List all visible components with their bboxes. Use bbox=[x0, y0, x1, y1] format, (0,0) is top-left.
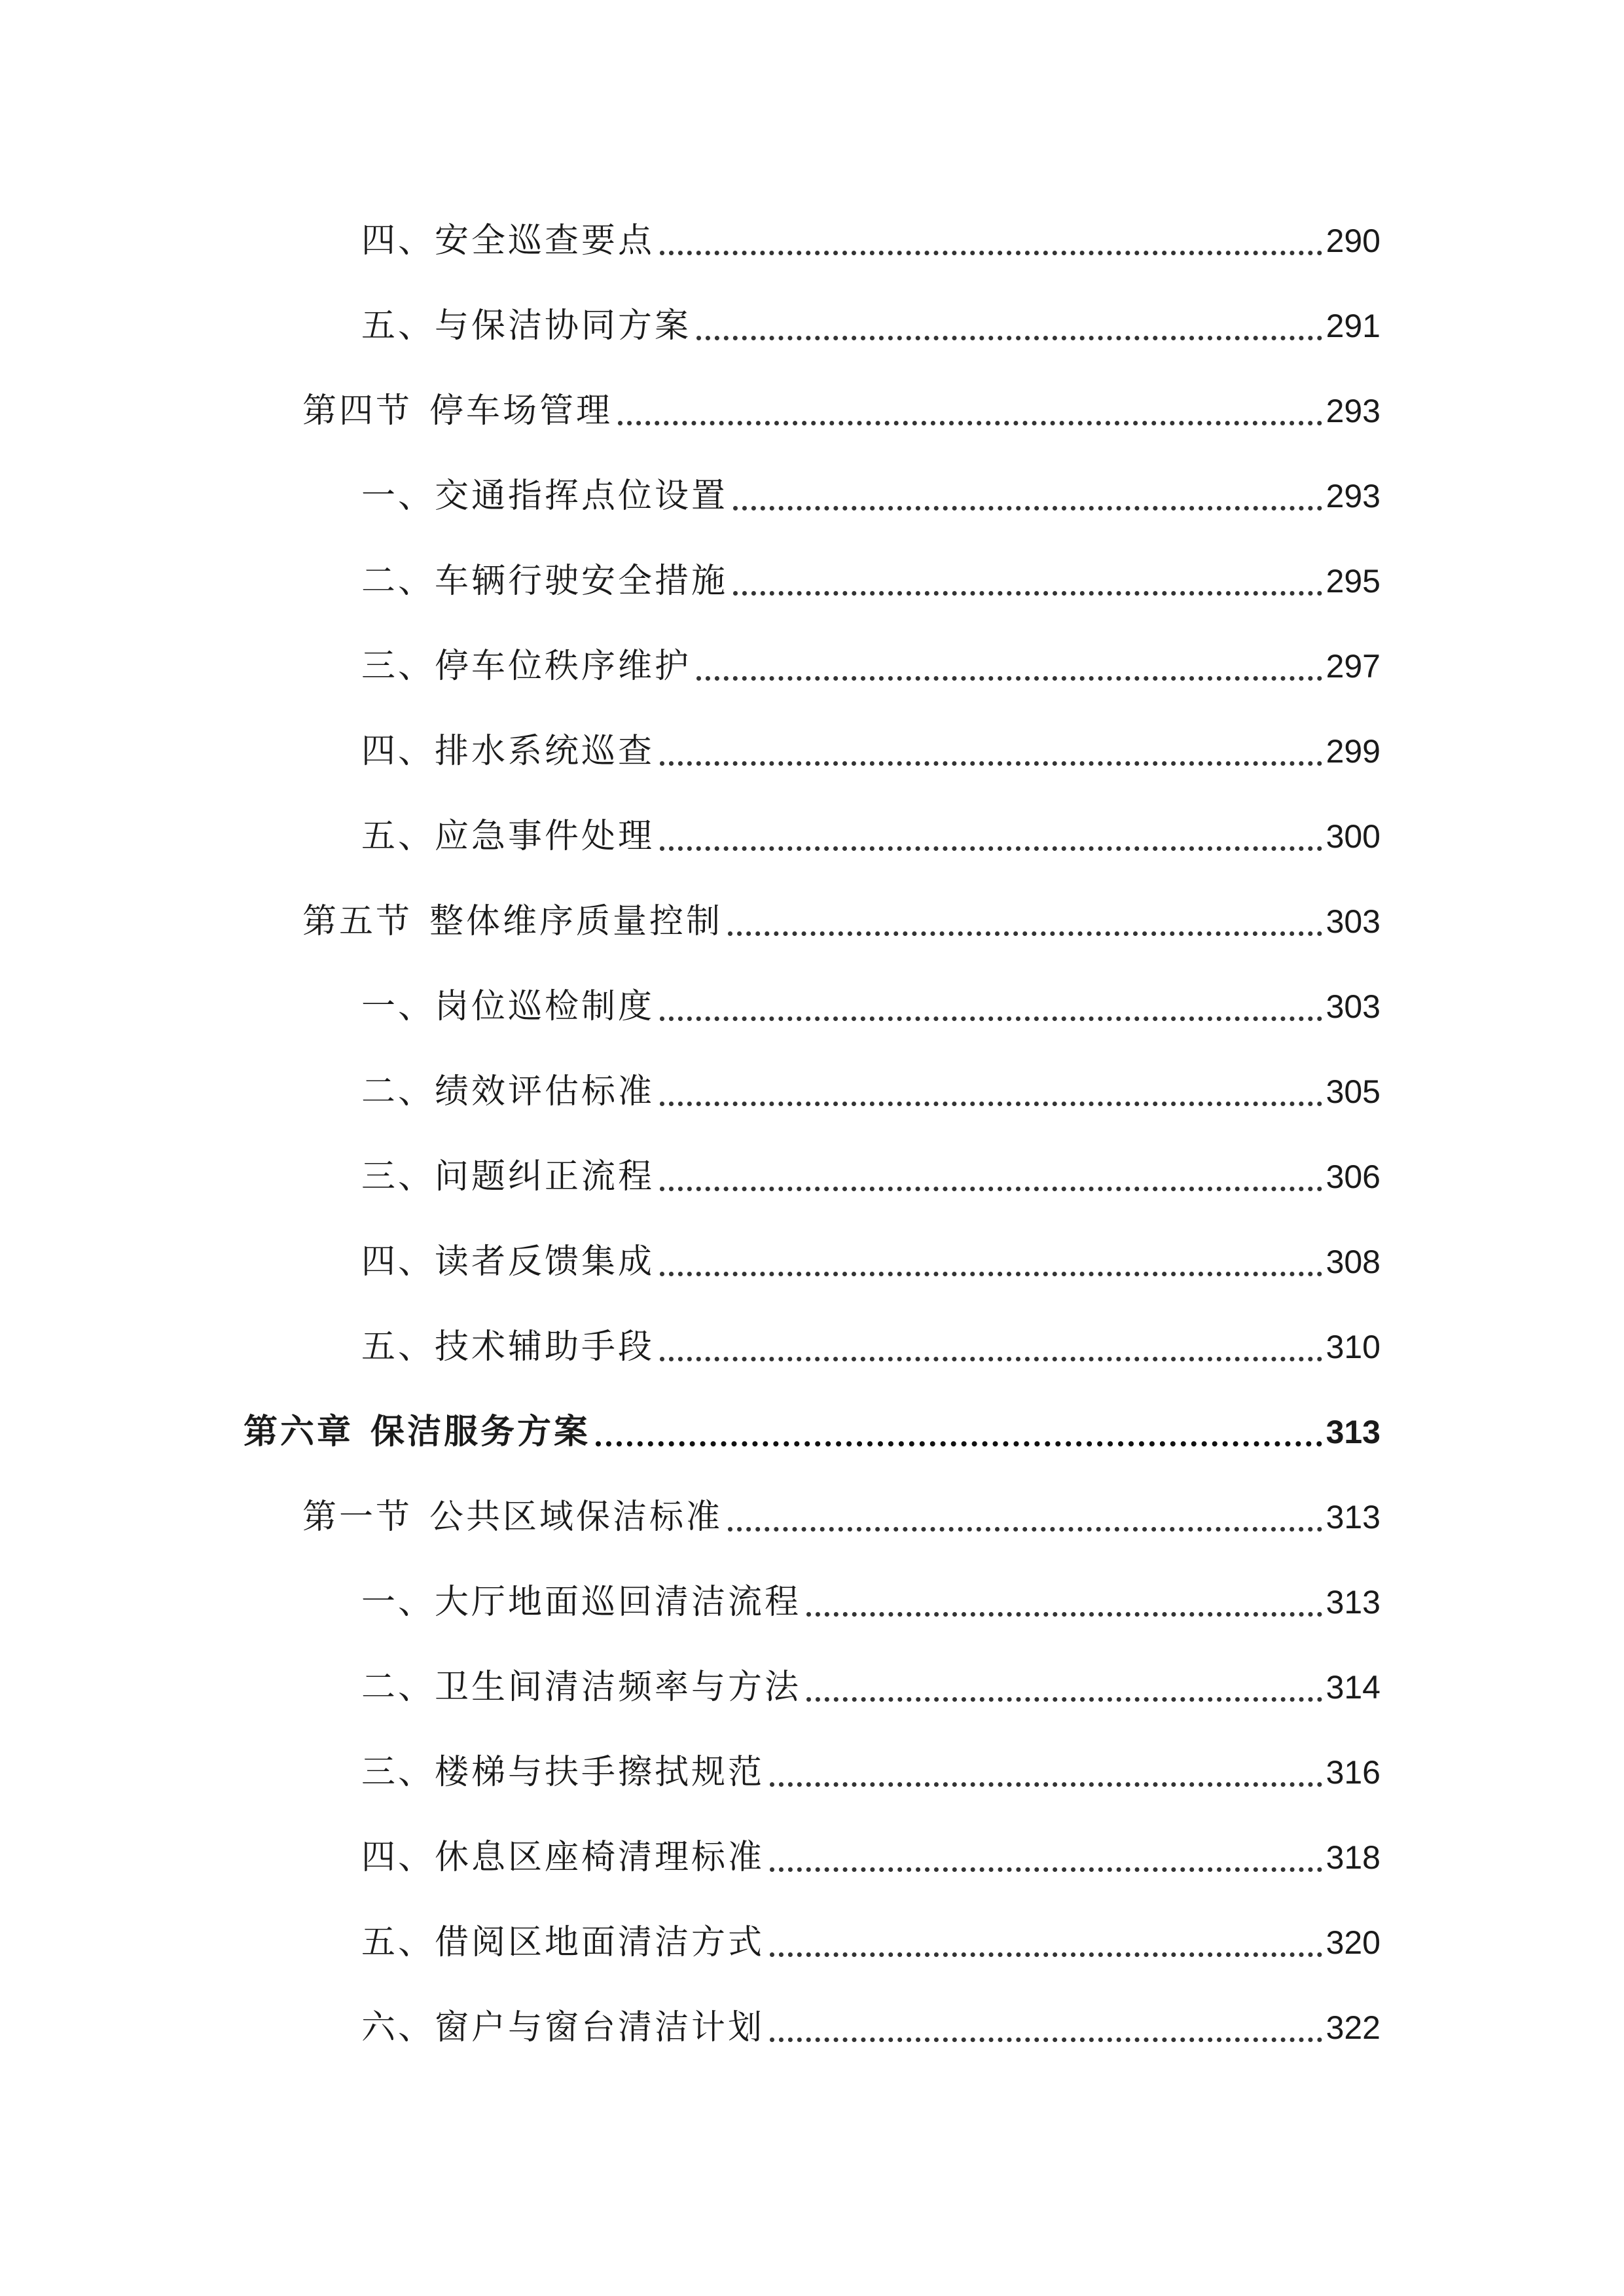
dot-leader bbox=[596, 1441, 1322, 1446]
dot-leader bbox=[806, 1697, 1322, 1702]
dot-leader bbox=[806, 1612, 1322, 1617]
toc-page-number: 305 bbox=[1326, 1073, 1380, 1110]
toc-entry[interactable] bbox=[361, 1066, 1380, 1118]
chapter-title: 保洁服务方案 bbox=[370, 1412, 591, 1452]
toc-entry-chapter[interactable] bbox=[244, 1406, 1380, 1458]
toc-page-number: 313 bbox=[1326, 1584, 1380, 1621]
toc-entry[interactable] bbox=[361, 810, 1380, 863]
toc-entry-title: 六、窗户与窗台清洁计划 bbox=[361, 2008, 765, 2047]
section-number: 第一节 bbox=[302, 1498, 413, 1537]
toc-page-number: 303 bbox=[1326, 988, 1380, 1025]
toc-entry[interactable] bbox=[361, 1746, 1380, 1799]
dot-leader bbox=[770, 1782, 1322, 1787]
dot-leader bbox=[696, 676, 1322, 681]
toc-entry[interactable] bbox=[361, 470, 1380, 522]
chapter-number: 第六章 bbox=[244, 1412, 354, 1452]
dot-leader bbox=[660, 1272, 1322, 1276]
toc-page-number: 299 bbox=[1326, 733, 1380, 770]
toc-entry-section[interactable] bbox=[302, 895, 1380, 948]
toc-entry[interactable] bbox=[361, 1151, 1380, 1203]
toc-entry-title: 四、安全巡查要点 bbox=[361, 221, 655, 260]
toc-page-number: 297 bbox=[1326, 648, 1380, 685]
toc-page-number: 293 bbox=[1326, 393, 1380, 429]
toc-entry-title bbox=[302, 895, 723, 948]
section-number: 第五节 bbox=[302, 902, 413, 941]
section-title: 整体维序质量控制 bbox=[429, 902, 723, 941]
toc-entry-title: 三、楼梯与扶手擦拭规范 bbox=[361, 1753, 765, 1792]
dot-leader bbox=[660, 1357, 1322, 1361]
toc-entry[interactable] bbox=[361, 300, 1380, 352]
toc-entry-title: 五、与保洁协同方案 bbox=[361, 306, 692, 346]
toc-entry[interactable] bbox=[361, 1321, 1380, 1373]
toc-page-number: 313 bbox=[1326, 1499, 1380, 1535]
toc-entry-title: 四、休息区座椅清理标准 bbox=[361, 1838, 765, 1877]
toc-entry[interactable] bbox=[361, 1661, 1380, 1713]
toc-page-number: 300 bbox=[1326, 818, 1380, 855]
section-title: 停车场管理 bbox=[429, 391, 613, 431]
dot-leader bbox=[660, 1102, 1322, 1106]
toc-entry-title: 四、排水系统巡查 bbox=[361, 732, 655, 771]
toc-entry[interactable] bbox=[361, 1236, 1380, 1288]
toc-page-number: 314 bbox=[1326, 1669, 1380, 1706]
dot-leader bbox=[660, 761, 1322, 766]
section-title: 公共区域保洁标准 bbox=[429, 1498, 723, 1537]
toc-entry-title: 二、卫生间清洁频率与方法 bbox=[361, 1668, 802, 1707]
toc-page-number: 310 bbox=[1326, 1329, 1380, 1365]
toc-entry-title: 五、应急事件处理 bbox=[361, 817, 655, 856]
toc-page-number: 293 bbox=[1326, 478, 1380, 514]
dot-leader bbox=[770, 1952, 1322, 1957]
toc-page-number: 308 bbox=[1326, 1244, 1380, 1280]
toc-entry[interactable] bbox=[361, 980, 1380, 1033]
dot-leader bbox=[728, 931, 1322, 936]
toc-entry[interactable] bbox=[361, 215, 1380, 267]
toc-entry[interactable] bbox=[361, 725, 1380, 778]
toc-entry-title bbox=[244, 1406, 590, 1458]
dot-leader bbox=[660, 1016, 1322, 1021]
toc-page-number: 318 bbox=[1326, 1839, 1380, 1876]
dot-leader bbox=[660, 251, 1322, 255]
toc-entry-section[interactable] bbox=[302, 385, 1380, 437]
toc-entry-title: 五、技术辅助手段 bbox=[361, 1327, 655, 1367]
toc-entry-title: 一、岗位巡检制度 bbox=[361, 987, 655, 1026]
toc-page-number: 290 bbox=[1326, 223, 1380, 259]
toc-entry[interactable] bbox=[361, 640, 1380, 692]
toc-page-number: 306 bbox=[1326, 1158, 1380, 1195]
toc-entry-title: 一、交通指挥点位设置 bbox=[361, 476, 729, 516]
toc-page-number: 320 bbox=[1326, 1924, 1380, 1961]
toc-entry-title: 二、绩效评估标准 bbox=[361, 1072, 655, 1111]
dot-leader bbox=[696, 336, 1322, 340]
toc-page-number: 316 bbox=[1326, 1754, 1380, 1791]
toc-entry[interactable] bbox=[361, 1831, 1380, 1884]
toc-page-number: 322 bbox=[1326, 2009, 1380, 2046]
dot-leader bbox=[660, 1187, 1322, 1191]
toc-entry-section[interactable] bbox=[302, 1491, 1380, 1543]
toc-entry-title bbox=[302, 385, 613, 437]
toc-entry-title: 五、借阅区地面清洁方式 bbox=[361, 1923, 765, 1962]
toc-entry-title bbox=[302, 1491, 723, 1543]
section-number: 第四节 bbox=[302, 391, 413, 431]
toc-entry-title: 三、问题纠正流程 bbox=[361, 1157, 655, 1196]
toc-entry-title: 二、车辆行驶安全措施 bbox=[361, 562, 729, 601]
dot-leader bbox=[660, 846, 1322, 851]
toc-page-number: 313 bbox=[1326, 1414, 1380, 1450]
toc-page-number: 291 bbox=[1326, 308, 1380, 344]
dot-leader bbox=[618, 421, 1322, 425]
toc-entry-title: 三、停车位秩序维护 bbox=[361, 647, 692, 686]
toc-entry[interactable] bbox=[361, 1576, 1380, 1628]
toc-entry[interactable] bbox=[361, 555, 1380, 607]
dot-leader bbox=[770, 2037, 1322, 2042]
toc-entry[interactable] bbox=[361, 2001, 1380, 2054]
toc-page-number: 295 bbox=[1326, 563, 1380, 600]
dot-leader bbox=[733, 506, 1322, 511]
toc-page-number: 303 bbox=[1326, 903, 1380, 940]
dot-leader bbox=[728, 1527, 1322, 1532]
toc-entry-title: 四、读者反馈集成 bbox=[361, 1242, 655, 1282]
toc-entry[interactable] bbox=[361, 1916, 1380, 1969]
toc-entry-title: 一、大厅地面巡回清洁流程 bbox=[361, 1583, 802, 1622]
dot-leader bbox=[770, 1867, 1322, 1872]
dot-leader bbox=[733, 591, 1322, 596]
